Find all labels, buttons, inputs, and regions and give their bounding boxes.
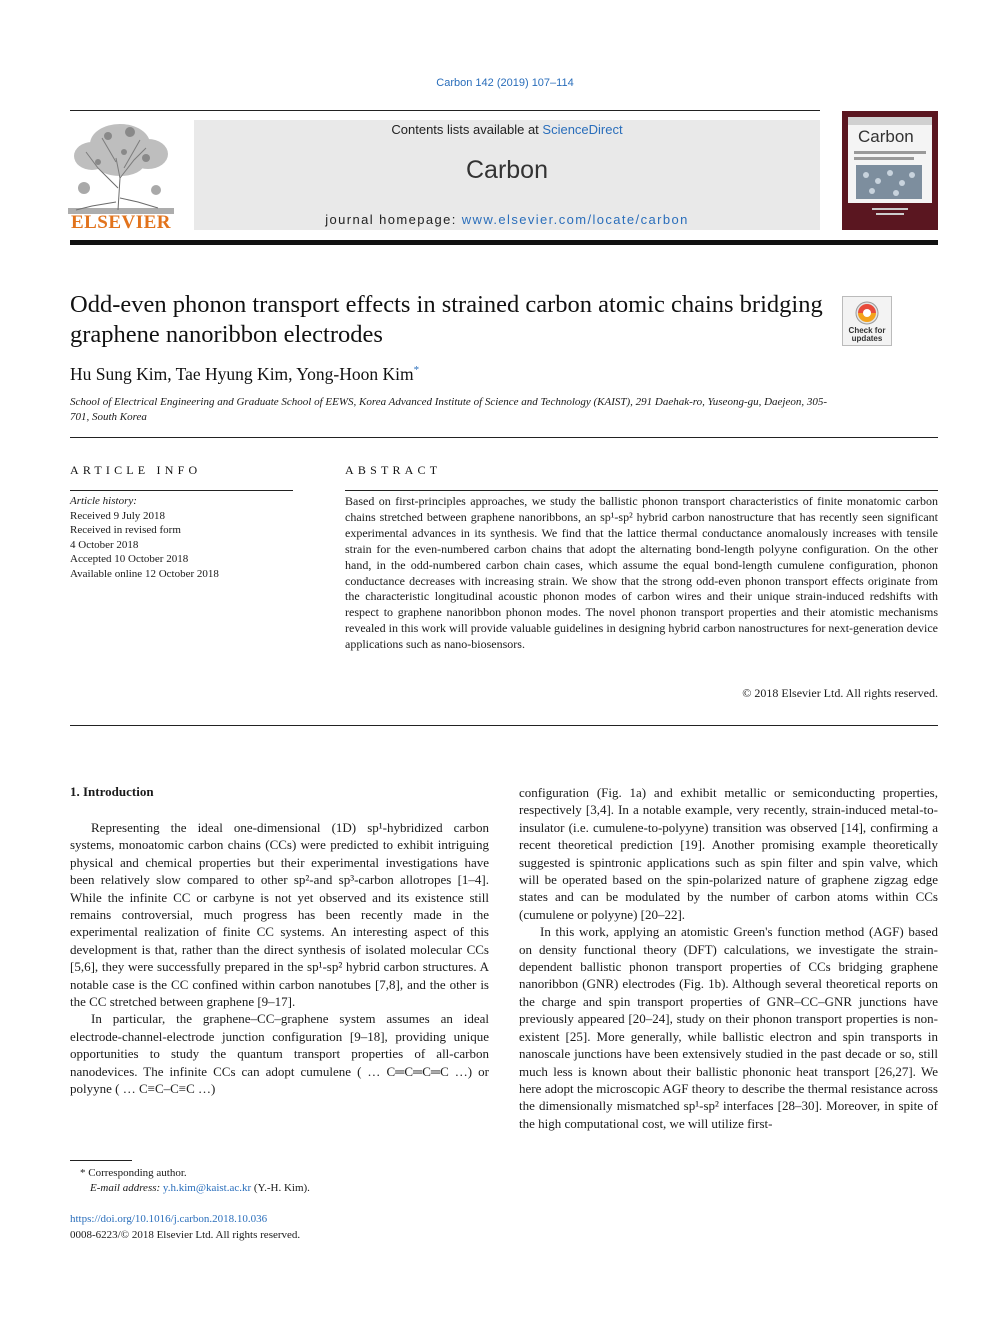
article-history	[70, 494, 219, 581]
body-column-right	[519, 784, 938, 1132]
corresponding-note	[70, 1166, 310, 1181]
paragraph: Representing the ideal one-dimensional (1D) sp¹-hybridized carbon systems, monoatomic carbon chains (CCs) were predicted to exhibit intriguing physical and chemical properties but their experimental investigations have been relatively slow compared to other sp²-and sp³-carbon allotropes [1–4]. While the infinite CC or carbyne is not yet observed and its existence still remains controversial, much progress has been recently made in the experimental realization of finite CC systems. An interesting aspect of this development is that, rather than the direct synthesis of isolated molecular CCs [5,6], they were successfully prepared in the sp¹-sp² hybrid carbon structures. A notable case is the CC confined within carbon nanotubes [7,8], and the other is the CC stretched between graphene [9–17].	[70, 820, 489, 1010]
paragraph: In particular, the graphene–CC–graphene system assumes an ideal electrode-channel-electrode junction configuration [9–18], providing unique opportunities to study the quantum transport properties of all-carbon nanodevices. The infinite CCs can adopt cumulene ( … C═C═C═C …) or polyyne ( … C≡C–C≡C …)	[70, 1011, 489, 1097]
cover-title: Carbon	[858, 127, 914, 146]
section-heading-introduction: 1. Introduction	[70, 784, 154, 799]
contents-line	[194, 122, 820, 137]
top-rule	[70, 110, 820, 111]
body-column-left	[70, 819, 489, 1098]
publisher-name: ELSEVIER	[70, 212, 172, 233]
homepage-prefix: journal homepage:	[325, 212, 462, 227]
abstract-rule	[345, 490, 938, 491]
email-suffix: (Y.-H. Kim).	[251, 1182, 310, 1194]
article-title: Odd-even phonon transport effects in strained carbon atomic chains bridging graphene nanoribbon electrodes	[70, 291, 823, 348]
section-rule	[70, 437, 938, 438]
journal-header	[194, 120, 820, 230]
journal-reference[interactable]: Carbon 142 (2019) 107–114	[436, 77, 574, 89]
history-item: 4 October 2018	[70, 538, 139, 551]
history-item: Accepted 10 October 2018	[70, 553, 189, 565]
corresponding-author-mark[interactable]: *	[413, 364, 420, 377]
check-for-updates-button[interactable]	[842, 296, 892, 346]
footnote-mark: *	[80, 1167, 86, 1179]
tree-icon	[68, 118, 174, 214]
footnote-text: Corresponding author.	[85, 1167, 187, 1179]
email-label: E-mail address:	[90, 1182, 163, 1194]
crossmark-line2: updates	[851, 334, 883, 343]
email-link[interactable]: y.h.kim@kaist.ac.kr	[162, 1182, 252, 1194]
affiliation: School of Electrical Engineering and Graduate School of EEWS, Korea Advanced Institute of Science and Technology (KAIST), 291 Daehak-ro, Yuseong-gu, Daejeon, 305-701, South Korea	[70, 396, 828, 423]
issn-line: 0008-6223/© 2018 Elsevier Ltd. All rights reserved.	[70, 1228, 301, 1241]
header-divider	[70, 240, 938, 245]
journal-cover[interactable]	[842, 111, 938, 230]
journal-name: Carbon	[466, 156, 548, 184]
history-label: Article history:	[70, 495, 137, 507]
history-item: Available online 12 October 2018	[70, 567, 219, 580]
article-info-rule	[70, 490, 293, 491]
abstract-copyright: © 2018 Elsevier Ltd. All rights reserved.	[742, 686, 938, 700]
footnote-rule	[70, 1160, 132, 1161]
crossmark-line1: Check for	[848, 326, 886, 335]
contents-prefix: Contents lists available at	[391, 122, 543, 137]
homepage-line	[194, 212, 820, 227]
homepage-link[interactable]: www.elsevier.com/locate/carbon	[461, 212, 689, 227]
authors-text: Hu Sung Kim, Tae Hyung Kim, Yong-Hoon Kim	[70, 364, 414, 384]
abstract-heading: ABSTRACT	[345, 463, 442, 477]
doi-link[interactable]: https://doi.org/10.1016/j.carbon.2018.10.036	[70, 1213, 268, 1225]
elsevier-logo[interactable]	[68, 118, 174, 236]
email-note	[90, 1181, 310, 1196]
history-item: Received 9 July 2018	[70, 509, 166, 522]
abstract-bottom-rule	[70, 725, 938, 726]
paragraph: configuration (Fig. 1a) and exhibit metallic or semiconducting properties, respectively [3,4]. In a notable example, very recently, strain-induced metal-to-insulator (i.e. cumulene-to-polyyne) transition was observed [14], confirming a recent theoretical prediction [19]. Another promising example theoretically suggested is spintronic applications such as spin filter and spin valve, which will be operated based on the spin-polarized nature of graphene zigzag edge states and can be modulated by the number of carbon atoms within CCs (cumulene or polyyne) [20–22].	[519, 785, 938, 922]
doi-block	[70, 1212, 300, 1243]
author-list	[70, 364, 419, 385]
history-item: Received in revised form	[70, 524, 181, 536]
sciencedirect-link[interactable]: ScienceDirect	[542, 122, 623, 137]
article-info-heading: ARTICLE INFO	[70, 463, 202, 477]
footnote	[70, 1166, 310, 1196]
paragraph: In this work, applying an atomistic Green's function method (AGF) based on density functional theory (DFT) calculations, we investigate the strain-dependent ballistic phonon transport properties of CCs bridging graphene nanoribbon (GNR) electrodes (Fig. 1b). Although several theoretical reports on the charge and spin transport properties of GNR–CC–GNR junctions have previously appeared [20–24], study on their phonon transport properties is non-existent [25]. More generally, while ballistic electron and spin transports in nanoscale junctions have been extensively studied in the past decade or so, still much less is known about their ballistic phononic heat transport [26,27]. We here adopt the microscopic AGF theory to describe the thermal resistance across the dimensionally mismatched sp¹-sp² interfaces [28–30]. Moreover, in spite of the high computational cost, we will utilize first-	[519, 924, 938, 1131]
abstract-text: Based on first-principles approaches, we study the ballistic phonon transport characteristics of finite monatomic carbon chains stretched between graphene nanoribbons, an sp¹-sp² hybrid carbon nanostructure that has recently seen significant experimental advances in its synthesis. We find that the lattice thermal conductance anomalously increases with tensile strain for the even-numbered carbon chains that adopt the alternating bond-length polyyne configuration. On the other hand, in the odd-numbered carbon chain cases, which assume the equal bond-length cumulene configuration, phonon conductance decreases with increasing strain. We show that the strong odd-even phonon transport effects originate from the characteristic longitudinal acoustic phonon modes of carbon wires and their unique strain-induced redshifts with respect to graphene nanoribbon phonon modes. The novel phonon transport properties and their atomistic mechanisms revealed in this work will provide valuable guidelines in designing hybrid carbon nanostructures for next-generation device applications such as nano-biosensors.	[345, 494, 938, 652]
crossmark-icon	[843, 299, 891, 327]
